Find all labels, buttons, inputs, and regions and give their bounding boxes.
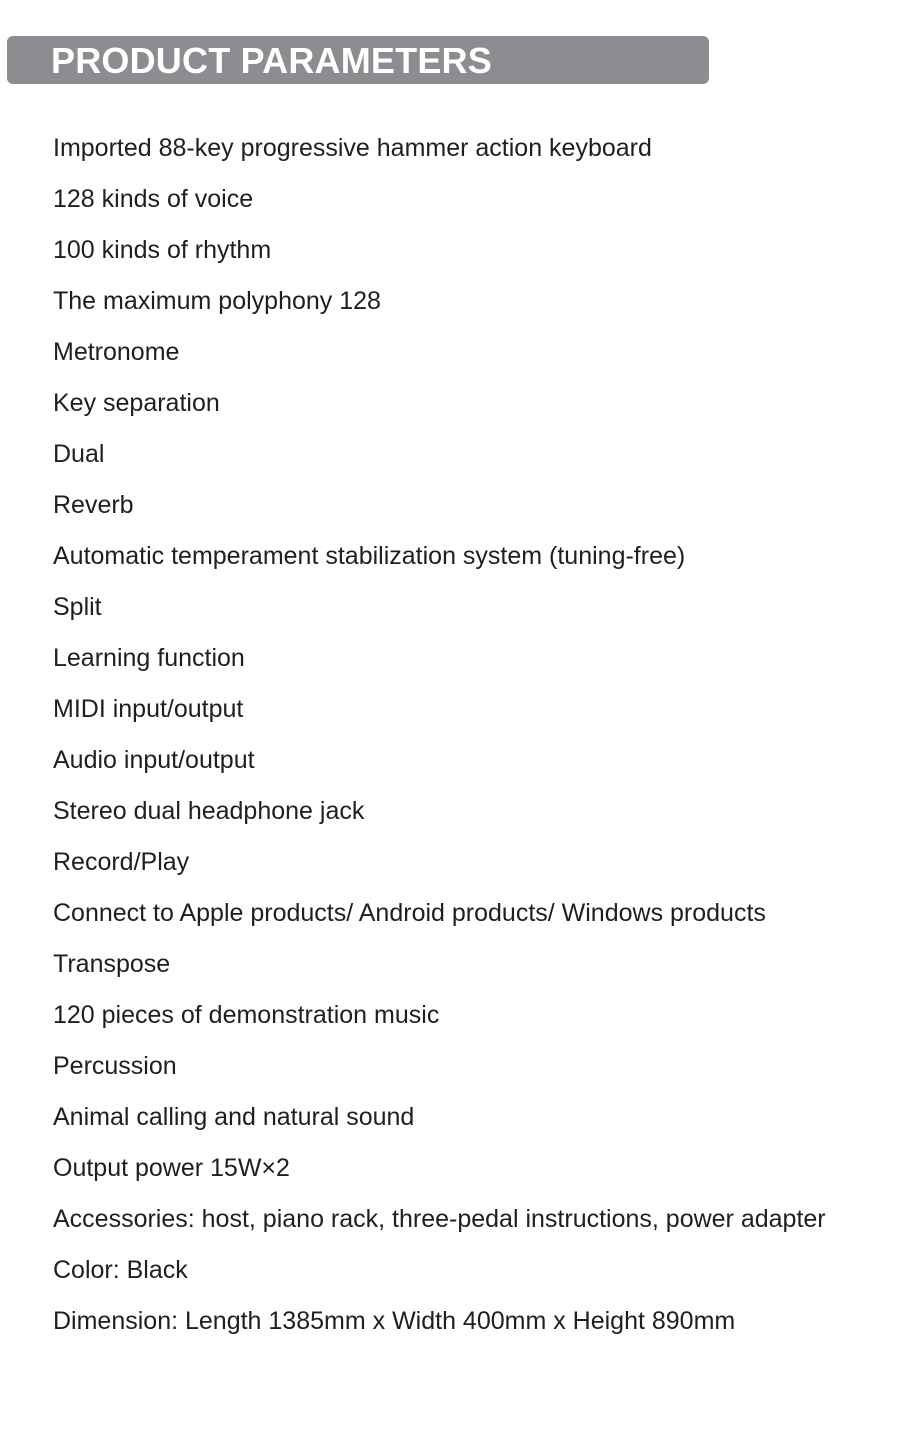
parameter-item: Percussion [53,1052,177,1080]
parameter-item: Audio input/output [53,746,255,774]
section-title: PRODUCT PARAMETERS [51,40,492,81]
parameter-item: The maximum polyphony 128 [53,287,381,315]
parameter-item: Imported 88-key progressive hammer action keyboard [53,134,652,162]
parameter-item: Reverb [53,491,134,519]
parameter-item: Animal calling and natural sound [53,1103,415,1131]
parameter-item: Accessories: host, piano rack, three-pedal instructions, power adapter [53,1205,826,1233]
parameter-item: Color: Black [53,1256,188,1284]
parameter-item: Automatic temperament stabilization system (tuning-free) [53,542,686,570]
parameter-item: Key separation [53,389,220,417]
parameter-item: Stereo dual headphone jack [53,797,365,825]
parameter-item: Output power 15W×2 [53,1154,290,1182]
parameter-item: 120 pieces of demonstration music [53,1001,440,1029]
parameter-list [53,123,826,1347]
parameter-item: 128 kinds of voice [53,185,254,213]
parameter-item: Metronome [53,338,180,366]
parameter-item: Dual [53,440,105,468]
parameter-item: Learning function [53,644,245,672]
parameter-item: Split [53,593,102,621]
parameter-item: 100 kinds of rhythm [53,236,272,264]
parameter-item: Connect to Apple products/ Android products/ Windows products [53,899,766,927]
parameter-item: MIDI input/output [53,695,244,723]
parameter-item: Record/Play [53,848,190,876]
parameter-item: Transpose [53,950,171,978]
parameter-item: Dimension: Length 1385mm x Width 400mm x Height 890mm [53,1307,736,1335]
section-header-bar [7,36,709,84]
